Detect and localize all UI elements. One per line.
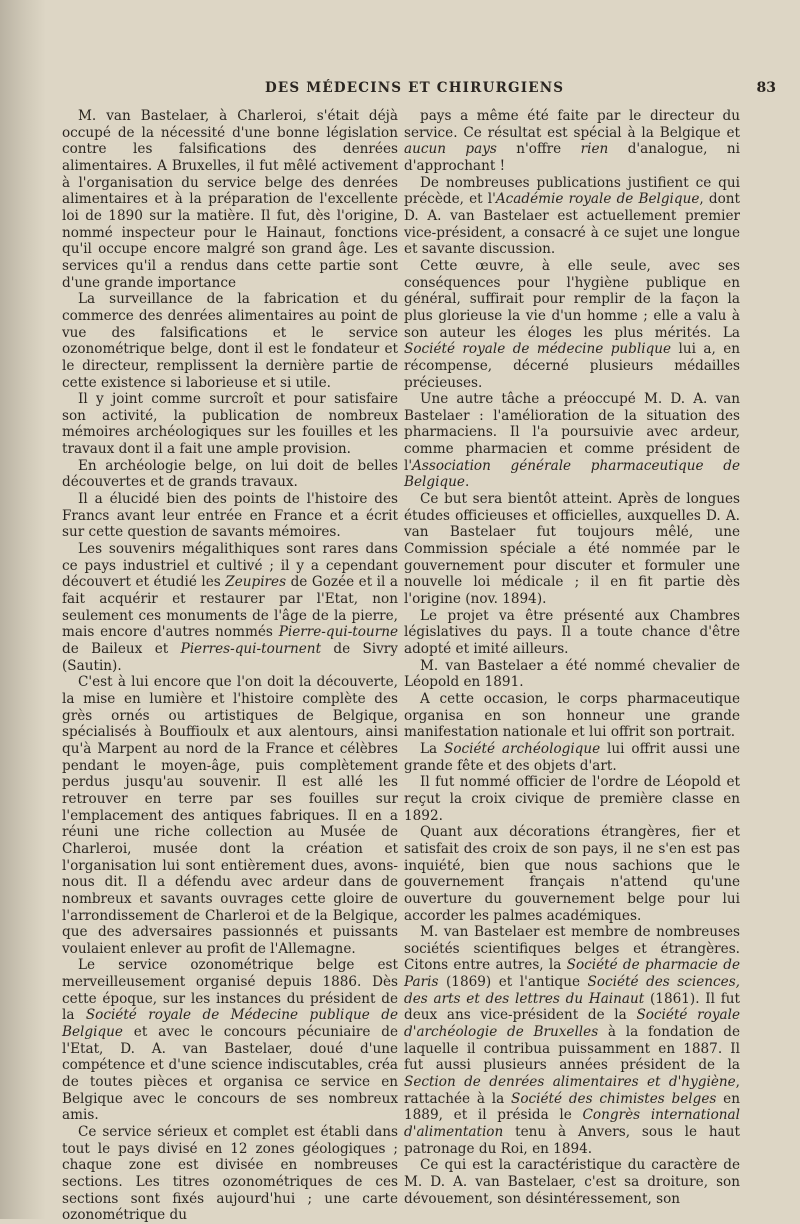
- italic-text: Société des chimistes belges: [511, 1090, 717, 1107]
- italic-text: Société royale de médecine publique: [404, 341, 672, 358]
- paragraph: Une autre tâche a préoccupé M. D. A. van Bastelaer : l'amélioration de la situation des pharmaciens. Il l'a poursuivie avec ardeur, comme pharmacien et comme président de l'Association générale pharmaceutique de Belgique.: [404, 391, 740, 491]
- paragraph: M. van Bastelaer a été nommé chevalier de Léopold en 1891.: [404, 657, 740, 691]
- page-number: 83: [756, 80, 776, 96]
- italic-text: Académie royale de Belgique: [495, 191, 700, 208]
- italic-text: Zeupires: [225, 574, 287, 591]
- page-gutter-shadow: [0, 0, 46, 1219]
- paragraph: M. van Bastelaer est membre de nombreuses sociétés scientifiques belges et étrangères. Citons entre autres, la Société de pharmacie de Paris (1869) et l'antique Société des sciences, des arts et des lettres du Hainaut (1861). Il fut deux ans vice-président de la Société royale d'archéologie de Bruxelles à la fondation de laquelle il contribua puissamment en 1887. Il fut aussi plusieurs années président de la Section de denrées alimentaires et d'hygiène, rattachée à la Société des chimistes belges en 1889, et il présida le Congrès international d'alimentation tenu à Anvers, sous le haut patronage du Roi, en 1894.: [404, 924, 740, 1157]
- left-column: [62, 108, 398, 1224]
- italic-text: rien: [580, 141, 609, 158]
- paragraph: pays a même été faite par le directeur du service. Ce résultat est spécial à la Belgique et aucun pays n'offre rien d'analogue, ni d'approchant !: [404, 108, 740, 174]
- paragraph: Il a élucidé bien des points de l'histoire des Francs avant leur entrée en France et a écrit sur cette question de savants mémoires.: [62, 491, 398, 541]
- paragraph: C'est à lui encore que l'on doit la découverte, la mise en lumière et l'histoire complète des grès ornés ou artistiques de Belgique, spécialisés à Bouffioulx et aux alentours, ainsi qu'à Marpent au nord de la France et célèbres pendant le moyen-âge, puis complètement perdus jusqu'au souvenir. Il est allé les retrouver en terre par ses fouilles sur l'emplacement des antiques fabriques. Il en a réuni une riche collection au Musée de Charleroi, musée dont la création et l'organisation lui sont entièrement dues, avons-nous dit. Il a défendu avec ardeur dans de nombreux et savants ouvrages cette gloire de l'arrondissement de Charleroi et de la Belgique, que des adversaires passionnés et puissants voulaient enlever au profit de l'Allemagne.: [62, 674, 398, 957]
- italic-text: Société de pharmacie de Paris: [404, 957, 740, 991]
- page-header: [60, 80, 780, 102]
- paragraph: A cette occasion, le corps pharmaceutique organisa en son honneur une grande manifestation nationale et lui offrit son portrait.: [404, 690, 740, 741]
- italic-text: Congrès international d'alimentation: [404, 1107, 740, 1141]
- paragraph: La surveillance de la fabrication et du commerce des denrées alimentaires au point de vue des falsifications et le service ozonométrique belge, dont il est le fondateur et le directeur, remplissent la dernière partie de cette existence si laborieuse et si utile.: [62, 291, 398, 391]
- right-column: [404, 108, 740, 1207]
- paragraph: Quant aux décorations étrangères, fier et satisfait des croix de son pays, il ne s'en est pas inquiété, bien que nous sachions que le gouvernement français n'attend qu'une ouverture du gouvernement belge pour lui accorder les palmes académiques.: [404, 824, 740, 924]
- italic-text: Société royale d'archéologie de Bruxelles: [404, 1007, 740, 1041]
- italic-text: Société royale de Médecine publique de Belgique: [62, 1007, 398, 1041]
- italic-text: Pierres-qui-tournent: [180, 641, 322, 657]
- paragraph: Le service ozonométrique belge est merveilleusement organisé depuis 1886. Dès cette époque, sur les instances du président de la Société royale de Médecine publique de Belgique et avec le concours pécuniaire de l'Etat, D. A. van Bastelaer, doué d'une compétence et d'une science indiscutables, créa de toutes pièces et organisa ce service en Belgique avec le concours de ses nombreux amis.: [62, 957, 398, 1124]
- paragraph: Ce but sera bientôt atteint. Après de longues études officieuses et officielles, auxquelles D. A. van Bastelaer fut toujours mêlé, une Commission spéciale a été nommée par le gouvernement pour discuter et formuler une nouvelle loi médicale ; il en fit partie dès l'origine (nov. 1894).: [404, 491, 740, 608]
- paragraph: Ce qui est la caractéristique du caractère de M. D. A. van Bastelaer, c'est sa droiture, son dévouement, son désintéressement, son: [404, 1157, 740, 1207]
- italic-text: Société archéologique: [444, 740, 601, 757]
- paragraph: M. van Bastelaer, à Charleroi, s'était déjà occupé de la nécessité d'une bonne législation contre les falsifications des denrées alimentaires. A Bruxelles, il fut mêlé activement à l'organisation du service belge des denrées alimentaires et à la préparation de l'excellente loi de 1890 sur la matière. Il fut, dès l'origine, nommé inspecteur pour le Hainaut, fonctions qu'il occupe encore malgré son grand âge. Les services qu'il a rendus dans cette partie sont d'une grande importance: [62, 108, 398, 291]
- paragraph: De nombreuses publications justifient ce qui précède, et l'Académie royale de Belgique, dont D. A. van Bastelaer est actuellement premier vice-président, a consacré à ce sujet une longue et savante discussion.: [404, 174, 740, 258]
- italic-text: Association générale pharmaceutique de Belgique: [404, 457, 740, 491]
- paragraph: Cette œuvre, à elle seule, avec ses conséquences pour l'hygiène publique en général, suffirait pour remplir de la façon la plus glorieuse la vie d'un homme ; elle a valu à son auteur les éloges les plus mérités. La Société royale de médecine publique lui a, en récompense, décerné plusieurs médailles précieuses.: [404, 257, 740, 391]
- italic-text: Section de denrées alimentaires et d'hygiène: [404, 1074, 736, 1091]
- italic-text: Société des sciences, des arts et des lettres du Hainaut: [404, 974, 740, 1007]
- paragraph: Le projet va être présenté aux Chambres législatives du pays. Il a toute chance d'être adopté et imité ailleurs.: [404, 607, 740, 657]
- running-title: DES MÉDECINS ET CHIRURGIENS: [265, 80, 565, 96]
- paragraph: Les souvenirs mégalithiques sont rares dans ce pays industriel et cultivé ; il y a cependant découvert et étudié les Zeupires de Gozée et il a fait acquérir et restaurer par l'Etat, non seulement ces monuments de l'âge de la pierre, mais encore d'autres nommés Pierre-qui-tourne de Baileux et Pierres-qui-tournent de Sivry (Sautin).: [62, 541, 398, 674]
- paragraph: Il fut nommé officier de l'ordre de Léopold et reçut la croix civique de première classe en 1892.: [404, 774, 740, 824]
- italic-text: aucun pays: [404, 141, 497, 158]
- paragraph: En archéologie belge, on lui doit de belles découvertes et de grands travaux.: [62, 457, 398, 491]
- italic-text: Pierre-qui-tourne: [278, 624, 398, 641]
- paragraph: La Société archéologique lui offrit aussi une grande fête et des objets d'art.: [404, 740, 740, 774]
- paragraph: Ce service sérieux et complet est établi dans tout le pays divisé en 12 zones géologiques ; chaque zone est divisée en nombreuses sections. Les titres ozonométriques de ces sections sont fixés aujourd'hui ; une carte ozonométrique du: [62, 1124, 398, 1224]
- paragraph: Il y joint comme surcroît et pour satisfaire son activité, la publication de nombreux mémoires archéologiques sur les fouilles et les travaux dont il a fait une ample provision.: [62, 391, 398, 458]
